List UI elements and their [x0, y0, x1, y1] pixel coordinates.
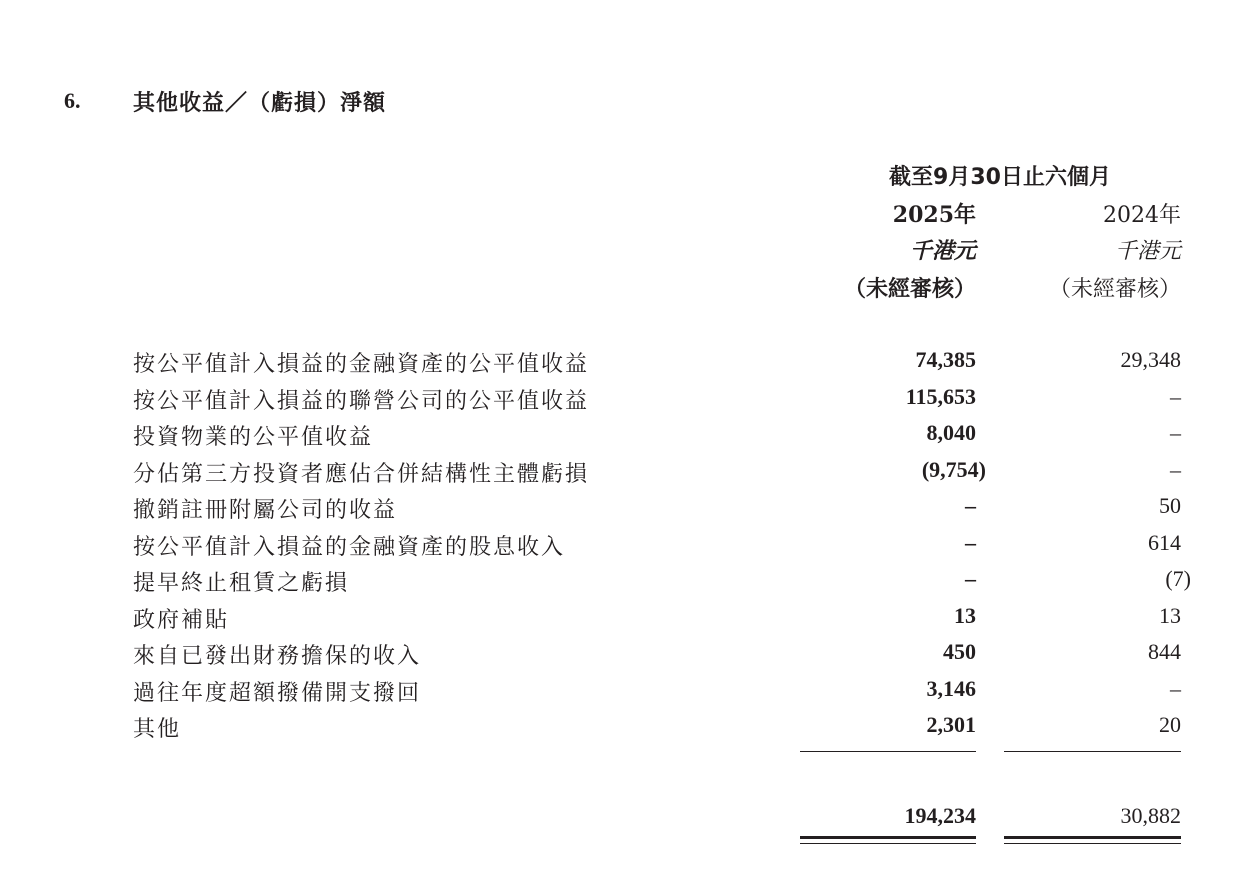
total-prior-value: 30,882 [1120, 803, 1181, 828]
row-prior-value: 844 [1148, 639, 1181, 664]
table-row [0, 712, 1260, 746]
row-label: 提早終止租賃之虧損 [133, 571, 350, 596]
row-prior-value: 614 [1148, 530, 1181, 555]
prior-year-heading: 2024年 [1103, 203, 1181, 228]
row-current-value: 450 [943, 639, 976, 664]
section-title: 其他收益／（虧損）淨額 [133, 91, 387, 116]
row-prior-value: (7) [1165, 566, 1191, 591]
row-prior-value: 29,348 [1120, 347, 1181, 372]
current-unit-heading: 千港元 [909, 239, 976, 264]
table-row [0, 566, 1260, 600]
row-label: 其他 [133, 717, 182, 742]
table-row [0, 530, 1260, 564]
table-row [0, 420, 1260, 454]
section-number: 6. [64, 88, 81, 113]
row-prior-value: 50 [1159, 493, 1181, 518]
row-label: 過往年度超額撥備開支撥回 [133, 681, 422, 706]
table-row [0, 676, 1260, 710]
table-row [0, 603, 1260, 637]
row-label: 按公平值計入損益的金融資產的股息收入 [133, 535, 566, 560]
subtotal-rule-prior [1004, 751, 1181, 752]
row-prior-value: – [1170, 457, 1181, 482]
period-heading: 截至9月30日止六個月 [889, 165, 1111, 190]
table-row [0, 457, 1260, 491]
row-label: 分佔第三方投資者應佔合併結構性主體虧損 [133, 462, 590, 487]
row-current-value: 13 [954, 603, 976, 628]
row-label: 政府補貼 [133, 608, 230, 633]
total-double-rule-prior-top [1004, 836, 1181, 839]
current-audit-heading: （未經審核） [843, 277, 976, 302]
row-current-value: – [965, 530, 976, 555]
row-prior-value: – [1170, 384, 1181, 409]
total-current-value: 194,234 [904, 803, 976, 828]
row-current-value: 74,385 [915, 347, 976, 372]
row-label: 按公平值計入損益的聯營公司的公平值收益 [133, 389, 590, 414]
row-prior-value: 20 [1159, 712, 1181, 737]
row-prior-value: – [1170, 676, 1181, 701]
table-row [0, 639, 1260, 673]
total-double-rule-current-bottom [800, 843, 976, 844]
table-row [0, 493, 1260, 527]
row-current-value: 8,040 [926, 420, 976, 445]
row-label: 來自已發出財務擔保的收入 [133, 644, 422, 669]
row-current-value: 3,146 [926, 676, 976, 701]
row-prior-value: 13 [1159, 603, 1181, 628]
prior-unit-heading: 千港元 [1114, 239, 1181, 264]
row-current-value: 2,301 [926, 712, 976, 737]
total-row [0, 803, 1260, 837]
table-row [0, 384, 1260, 418]
row-current-value: 115,653 [905, 384, 976, 409]
row-current-value: – [965, 566, 976, 591]
prior-audit-heading: （未經審核） [1048, 277, 1181, 302]
row-label: 撤銷註冊附屬公司的收益 [133, 498, 398, 523]
table-row [0, 347, 1260, 381]
total-double-rule-prior-bottom [1004, 843, 1181, 844]
total-double-rule-current-top [800, 836, 976, 839]
row-current-value: (9,754) [921, 457, 986, 482]
row-label: 按公平值計入損益的金融資產的公平值收益 [133, 352, 590, 377]
row-label: 投資物業的公平值收益 [133, 425, 374, 450]
current-year-heading: 2025年 [892, 202, 976, 228]
row-current-value: – [965, 493, 976, 518]
subtotal-rule-current [800, 751, 976, 752]
row-prior-value: – [1170, 420, 1181, 445]
